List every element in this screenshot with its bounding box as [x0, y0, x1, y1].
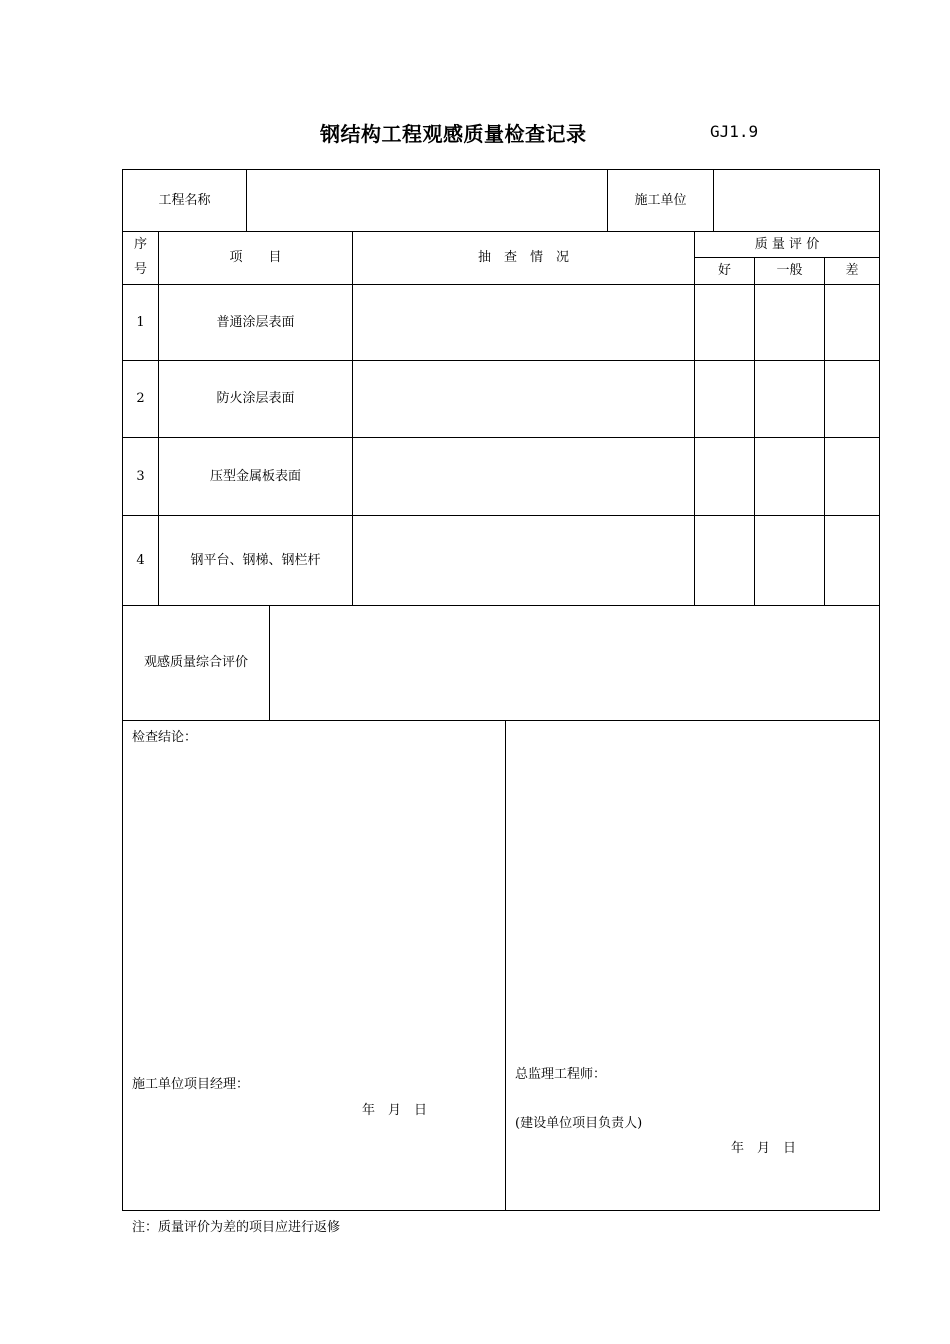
chief-supervisor-label: 总监理工程师： [515, 1067, 607, 1082]
construction-unit-label: 施工单位 [634, 192, 687, 208]
form-code: GJ1.9 [710, 122, 759, 141]
inspection-header: 抽 查 情 况 [477, 250, 569, 266]
rule [505, 720, 506, 1210]
row-2-average[interactable] [755, 361, 824, 437]
row-3-poor[interactable] [825, 438, 879, 515]
row-4-no: 4 [136, 552, 145, 568]
row-1-item: 普通涂层表面 [216, 314, 295, 330]
row-2-inspection[interactable] [353, 361, 694, 437]
overall-evaluation-field[interactable] [270, 606, 879, 720]
row-2-good[interactable] [695, 361, 754, 437]
right-date: 年 月 日 [731, 1141, 797, 1156]
construction-unit-field[interactable] [714, 170, 879, 231]
row-1-poor[interactable] [825, 285, 879, 360]
row-4-good[interactable] [695, 516, 754, 605]
owner-representative-label: (建设单位项目负责人) [515, 1116, 643, 1131]
footnote: 注：质量评价为差的项目应进行返修 [132, 1220, 341, 1235]
row-2-poor[interactable] [825, 361, 879, 437]
seq-header-line2: 号 [133, 262, 147, 277]
row-2-item: 防火涂层表面 [216, 391, 295, 407]
left-date: 年 月 日 [362, 1103, 428, 1118]
row-4-item: 钢平台、钢梯、钢栏杆 [190, 552, 321, 568]
seq-header [123, 232, 158, 284]
row-3-average[interactable] [755, 438, 824, 515]
row-1-inspection[interactable] [353, 285, 694, 360]
row-1-good[interactable] [695, 285, 754, 360]
row-3-good[interactable] [695, 438, 754, 515]
project-manager-label: 施工单位项目经理： [132, 1077, 250, 1092]
row-4-inspection[interactable] [353, 516, 694, 605]
row-3-no: 3 [136, 468, 145, 484]
good-header: 好 [717, 263, 731, 279]
project-name-label: 工程名称 [158, 192, 211, 208]
row-4-poor[interactable] [825, 516, 879, 605]
row-3-inspection[interactable] [353, 438, 694, 515]
inspection-form [122, 169, 880, 1211]
page-title: 钢结构工程观感质量检查记录 [320, 122, 587, 146]
row-1-average[interactable] [755, 285, 824, 360]
average-header: 一般 [776, 263, 803, 279]
row-1-no: 1 [136, 314, 145, 330]
item-header: 项 目 [229, 250, 282, 266]
poor-header: 差 [845, 263, 859, 279]
row-3-item: 压型金属板表面 [209, 468, 301, 484]
overall-evaluation-label: 观感质量综合评价 [143, 655, 248, 671]
rule [123, 720, 879, 721]
row-2-no: 2 [136, 391, 145, 407]
seq-header-line1: 序 [133, 237, 147, 253]
quality-header: 质 量 评 价 [754, 236, 820, 252]
row-4-average[interactable] [755, 516, 824, 605]
conclusion-label: 检查结论： [132, 730, 198, 745]
project-name-field[interactable] [247, 170, 607, 231]
